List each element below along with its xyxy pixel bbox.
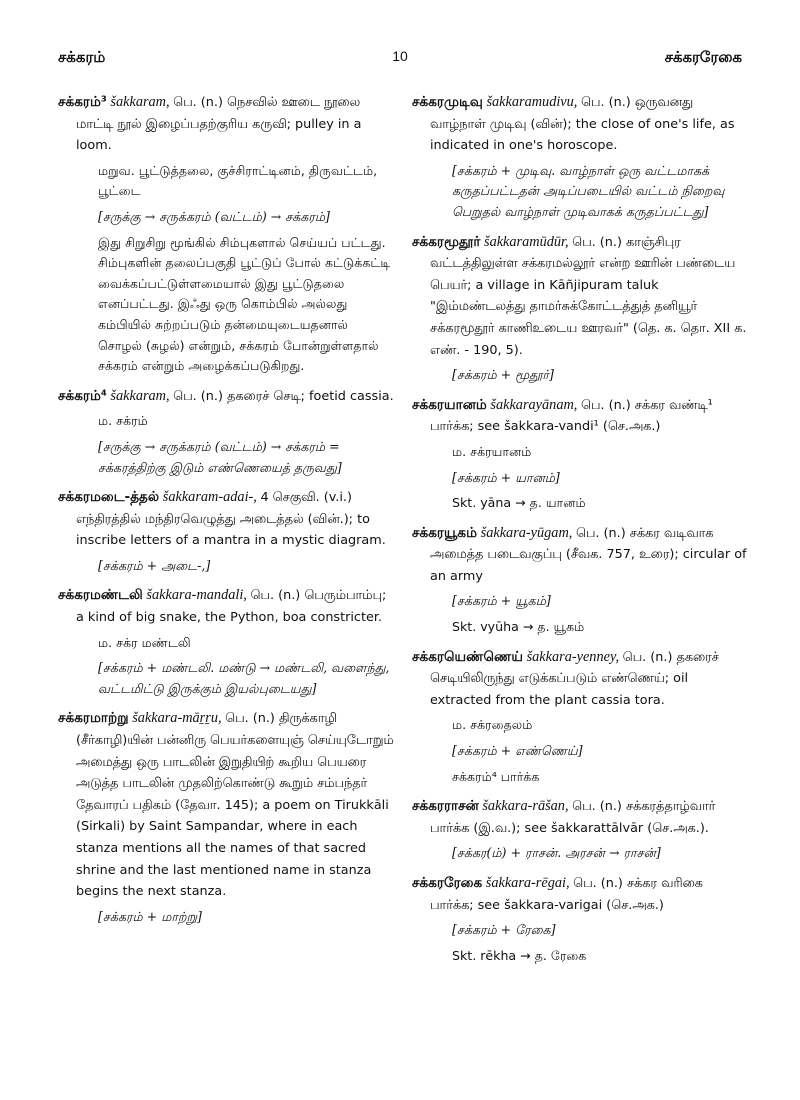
entry-definition: பெ. (n.) காஞ்சிபுர வட்டத்திலுள்ள சக்கரமல்லூர் என்ற ஊரின் பண்டைய பெயர்; a village in Kāñjipuram taluk "இம்மண்டலத்து தாமர்சுக்கோட்டத்துத் தனியூர் சக்கரமூதூர் காணிஉடைய ஊரவர்" (தெ. க. தொ. XII க. எண். - 190, 5).: [430, 234, 747, 358]
entry-notes: [430, 591, 750, 637]
entry-note: ம. சக்ரம்: [98, 413, 148, 429]
entry-headword: சக்கரமண்டலி: [58, 587, 143, 604]
header-left-guideword: சக்கரம்: [58, 48, 106, 66]
entry-definition: பெ. (n.) திருக்காழி (சீர்காழி)யின் பன்னிரு பெயர்களையுஞ் செய்யுடோறும் அமைத்து ஒரு பாடலின் இறுதியிற் கூறிய பெயரை அடுத்த பாடலின் முதலிற்கொண்டு கூறும் சம்பந்தர் தேவாரப் பதிகம் (தேவா. 145); a poem on Tirukkāli (Sirkali) by Saint Sampandar, where in each stanza mentions all the names of that sacred shrine and the last mentioned name in stanza begins the next stanza.: [76, 711, 394, 900]
left-column: [58, 92, 394, 936]
entry-headword: சக்கரமாற்று: [58, 710, 129, 727]
entry-notes: [430, 715, 750, 787]
etymology-note: [சருக்கு → சருக்கரம் (வட்டம்) → சக்கரம்]: [98, 208, 330, 224]
etymology-note: [சக்கரம் + மூதூர்]: [452, 367, 554, 383]
dictionary-entry: [412, 796, 750, 864]
entry-definition: பெ. (n.) சக்கரத்தாழ்வார் பார்க்க (இ.வ.); see šakkarattālvār (செ.அக.).: [430, 799, 716, 836]
entry-transliteration: šakkaram,: [110, 387, 170, 404]
entry-headword: சக்கரம்³: [58, 94, 107, 110]
etymology-note: [சருக்கு → சருக்கரம் (வட்டம்) → சக்கரம் = சக்கரத்திற்கு இடும் எண்ணெயைத் தருவது]: [98, 438, 342, 475]
entry-note: சக்கரம்⁴ பார்க்க: [452, 768, 540, 784]
entry-note: ம. சக்ரதைலம்: [452, 717, 533, 733]
entry-note: Skt. vyūha → த. யூகம்: [452, 619, 585, 635]
entry-note: Skt. yāna → த. யானம்: [452, 495, 586, 511]
etymology-note: [சக்கரம் + மாற்று]: [98, 908, 202, 924]
entry-transliteration: šakkara-māṟṟu,: [132, 710, 222, 727]
entry-transliteration: šakkara-yūgam,: [480, 524, 573, 541]
entry-notes: [76, 161, 394, 377]
etymology-note: [சக்கரம் + யூகம்]: [452, 593, 551, 609]
entry-notes: [76, 556, 394, 577]
entry-headword: சக்கரமடை-த்தல்: [58, 489, 160, 506]
entry-notes: [430, 365, 750, 386]
header-right-guideword: சக்கரரேகை: [664, 48, 742, 66]
entry-transliteration: šakkara-rēgai,: [485, 875, 570, 891]
dictionary-entry: [412, 92, 750, 223]
entry-headword: சக்கரயெண்ணெய்: [412, 648, 524, 665]
entry-notes: [76, 411, 394, 478]
entry-notes: [76, 633, 394, 700]
page-number: 10: [392, 48, 408, 64]
etymology-note: [சக்கரம் + எண்ணெய்]: [452, 743, 583, 759]
entry-notes: [430, 442, 750, 514]
entry-definition: பெ. (n.) தகரைச் செடியிலிருந்து எடுக்கப்படும் எண்ணெய்; oil extracted from the plant cassia tora.: [430, 649, 719, 708]
dictionary-entry: [58, 487, 394, 576]
dictionary-entry: [58, 585, 394, 699]
entry-transliteration: šakkara-yenney,: [526, 648, 620, 665]
entry-transliteration: šakkara-mandali,: [146, 587, 247, 604]
entry-headword: சக்கரராசன்: [412, 798, 479, 815]
etymology-note: [சக்கரம் + ரேகை]: [452, 922, 556, 938]
entry-definition: பெ. (n.) நெசவில் ஊடை நூலை மாட்டி நூல் இழைப்பதற்குரிய கருவி; pulley in a loom.: [76, 95, 362, 154]
entry-definition: பெ. (n.) தகரைச் செடி; foetid cassia.: [173, 388, 394, 404]
entry-note: மறுவ. பூட்டுத்தலை, குச்சிராட்டினம், திருவட்டம், பூட்டை: [98, 162, 378, 199]
entry-headword: சக்கரம்⁴: [58, 387, 107, 404]
entry-definition: பெ. (n.) பெரும்பாம்பு; a kind of big snake, the Python, boa constricter.: [76, 588, 387, 626]
dictionary-entry: [412, 523, 750, 638]
entry-transliteration: šakkaramudivu,: [486, 94, 578, 110]
dictionary-entry: [412, 647, 750, 788]
entry-transliteration: šakkaram-adai-,: [162, 489, 257, 506]
entry-transliteration: šakkarayānam,: [490, 396, 578, 413]
entry-headword: சக்கரயானம்: [412, 396, 487, 413]
entry-note: ம. சக்ரயானம்: [452, 443, 532, 459]
etymology-note: [சக்கரம் + முடிவு. வாழ்நாள் ஒரு வட்டமாகக் கருதப்பட்டதன் அடிப்படையில் வட்டம் நிறைவு பெறுதல் வாழ்நாள் முடிவாகக் கருதப்பட்டது]: [452, 162, 725, 219]
entry-transliteration: šakkaram,: [110, 94, 170, 110]
entry-definition: பெ. (n.) சக்கர வடிவாக அமைத்த படைவகுப்பு (சீவக. 757, உரை); circular of an army: [430, 525, 747, 584]
entry-transliteration: šakkaramūdūr,: [484, 233, 569, 250]
dictionary-entry: [58, 386, 394, 478]
entry-transliteration: šakkara-rāšan,: [482, 798, 569, 815]
right-column: [412, 92, 750, 975]
entry-note: Skt. rēkha → த. ரேகை: [452, 947, 587, 963]
entry-notes: [430, 161, 750, 223]
entry-note: இது சிறுசிறு மூங்கில் சிம்புகளால் செய்யப் பட்டது. சிம்புகளின் தலைப்பகுதி பூட்டுப் போல் கட்டுக்கட்டி வைக்கப்பட்டுள்ளமையால் இது பூட்டுதலை எனப்பட்டது. இஃது ஒரு கொம்பில் அல்லது கம்பியில் சுற்றப்படும் தன்மையுடையதனால் சொழல் (சுழல்) என்றும், சக்கரம் போன்றுள்ளதால் சக்கரம் என்றும் அழைக்கப்படுகிறது.: [98, 234, 391, 374]
entry-definition: பெ. (n.) சக்கர வரிகை பார்க்க; see šakkara-varigai (செ.அக.): [430, 876, 703, 913]
etymology-note: [சக்கரம் + அடை-,]: [98, 557, 211, 573]
entry-definition: பெ. (n.) ஒருவனது வாழ்நாள் முடிவு (வின்); the close of one's life, as indicated in one's horoscope.: [430, 95, 735, 154]
dictionary-entry: [412, 873, 750, 966]
dictionary-entry: [58, 92, 394, 377]
entry-notes: [430, 920, 750, 966]
entry-headword: சக்கரமூதூர்: [412, 233, 481, 250]
dictionary-entry: [58, 708, 394, 927]
entry-notes: [430, 843, 750, 864]
dictionary-entry: [412, 232, 750, 386]
entry-definition: பெ. (n.) சக்கர வண்டி¹ பார்க்க; see šakkara-vandi¹ (செ.அக.): [430, 397, 713, 435]
entry-headword: சக்கரயூகம்: [412, 524, 478, 541]
entry-headword: சக்கரமுடிவு: [412, 94, 483, 110]
entry-note: ம. சக்ர மண்டலி: [98, 634, 191, 650]
page-header: [58, 48, 742, 68]
entry-headword: சக்கரரேகை: [412, 875, 483, 891]
etymology-note: [சக்கரம் + யானம்]: [452, 469, 560, 485]
entry-notes: [76, 907, 394, 928]
etymology-note: [சக்கர(ம்) + ராசன். அரசன் → ராசன்]: [452, 845, 661, 861]
entry-definition: 4 செகுவி. (v.i.) எந்திரத்தில் மந்திரவெழுத்து அடைத்தல் (வின்.); to inscribe letters of a mantra in a mystic diagram.: [76, 490, 386, 549]
etymology-note: [சக்கரம் + மண்டலி. மண்டு → மண்டலி, வளைந்து, வட்டமிட்டு இருக்கும் இயல்புடையது]: [98, 660, 390, 696]
dictionary-entry: [412, 395, 750, 514]
